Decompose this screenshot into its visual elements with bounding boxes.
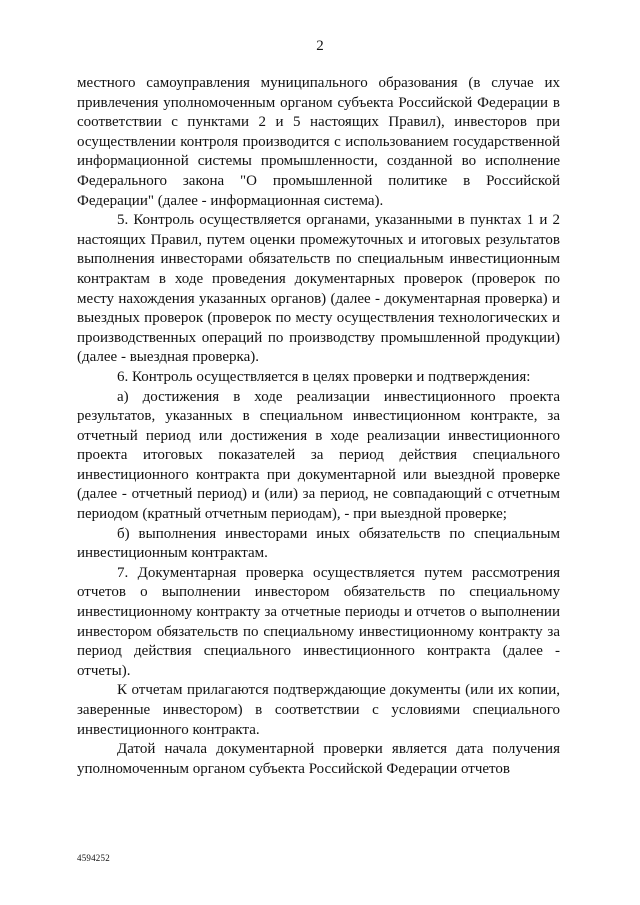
paragraph-item-5: 5. Контроль осуществляется органами, указанными в пунктах 1 и 2 настоящих Правил, путем оценки промежуточных и итоговых результатов выполнения инвесторами обязательств по специальным инвестиционным контрактам в ходе проведения документарных проверок (проверок по месту нахождения указанных органов) (далее - документарная проверка) и выездных проверок (проверок по месту осуществления технологических и производственных операций по производству промышленной продукции) (далее - выездная проверка). (77, 212, 560, 366)
paragraph-attachments: К отчетам прилагаются подтверждающие документы (или их копии, заверенные инвестором) в соответствии с условиями специального инвестиционного контракта. (77, 682, 560, 738)
paragraph-item-6: 6. Контроль осуществляется в целях проверки и подтверждения: (117, 368, 531, 385)
paragraph-subitem-b: б) выполнения инвесторами иных обязательств по специальным инвестиционным контрактам. (77, 525, 560, 562)
document-body (77, 74, 560, 779)
paragraph-continuation: местного самоуправления муниципального образования (в случае их привлечения уполномоченным органом субъекта Российской Федерации в соответствии с пунктами 2 и 5 настоящих Правил), инвесторов при осуществлении контроля производится с использованием государственной информационной системы промышленности, созданной во исполнение Федерального закона "О промышленной политике в Российской Федерации" (далее - информационная система). (77, 75, 560, 209)
paragraph-item-7: 7. Документарная проверка осуществляется путем рассмотрения отчетов о выполнении инвестором обязательств по специальному инвестиционному контракту за отчетные периоды и отчетов о выполнении инвестором обязательств по специальному инвестиционному контракту за период действия специального инвестиционного контракта (далее - отчеты). (77, 564, 560, 679)
page-number: 2 (316, 38, 324, 54)
paragraph-subitem-a: а) достижения в ходе реализации инвестиционного проекта результатов, указанных в специальном инвестиционном контракте, за отчетный период или достижения в ходе реализации инвестиционного проекта итоговых показателей за период действия специального инвестиционного контракта при документарной или выездной проверке (далее - отчетный период) и (или) за период, не совпадающий с отчетным периодом (кратный отчетным периодам), - при выездной проверке; (77, 388, 560, 523)
paragraph-start-date: Датой начала документарной проверки является дата получения уполномоченным органом субъекта Российской Федерации отчетов (77, 741, 560, 777)
document-id: 4594252 (77, 853, 110, 863)
